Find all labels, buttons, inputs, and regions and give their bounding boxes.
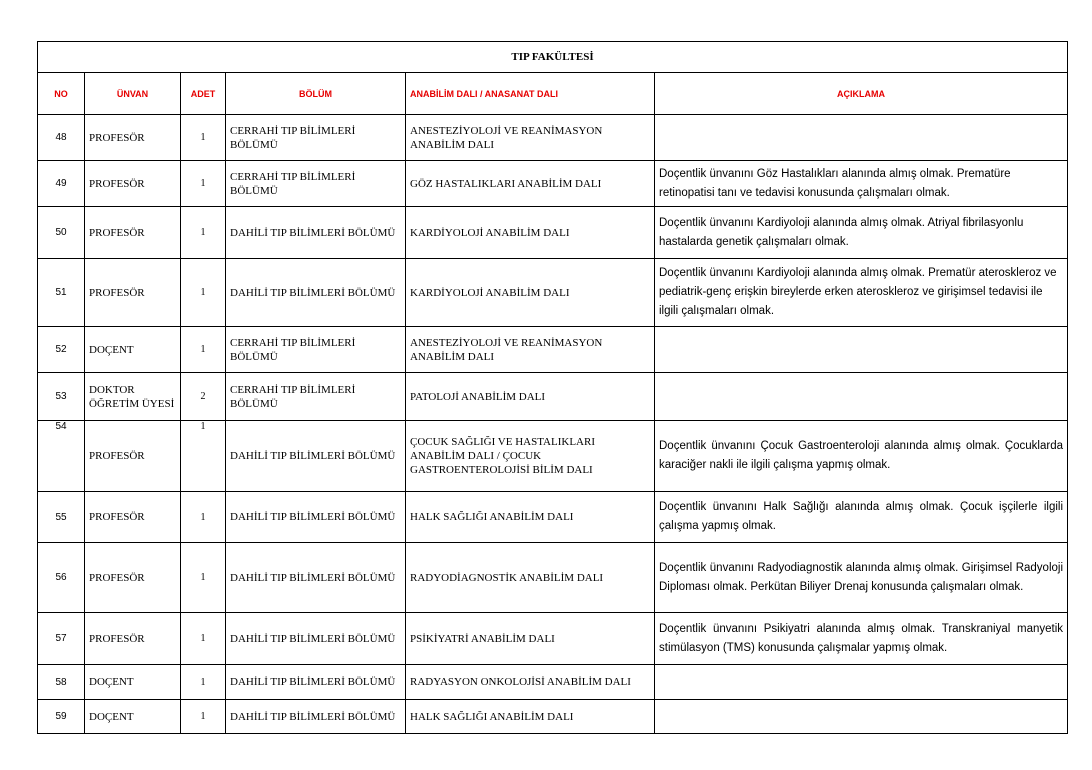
table-row [38, 543, 1068, 613]
row-unvan: PROFESÖR [85, 492, 181, 543]
table-row [38, 665, 1068, 700]
row-aciklama: Doçentlik ünvanını Kardiyoloji alanında almış olmak. Prematür ateroskleroz ve pediatrik-genç erişkin bireylerde erken ateroskleroz ve girişimsel tedavisi ile ilgili çalışmaları olmak. [655, 259, 1068, 327]
row-unvan: PROFESÖR [85, 543, 181, 613]
header-adet: ADET [181, 73, 226, 115]
row-unvan: PROFESÖR [85, 161, 181, 207]
row-no: 58 [38, 665, 85, 700]
row-bolum: DAHİLİ TIP BİLİMLERİ BÖLÜMÜ [226, 665, 406, 700]
row-unvan: PROFESÖR [85, 613, 181, 665]
row-anabilim: KARDİYOLOJİ ANABİLİM DALI [406, 207, 655, 259]
header-unvan: ÜNVAN [85, 73, 181, 115]
row-unvan: PROFESÖR [85, 115, 181, 161]
row-adet: 1 [181, 543, 226, 613]
row-adet: 1 [181, 421, 226, 492]
table-row [38, 700, 1068, 734]
row-adet: 1 [181, 700, 226, 734]
row-unvan: PROFESÖR [85, 259, 181, 327]
row-no: 57 [38, 613, 85, 665]
row-unvan: PROFESÖR [85, 421, 181, 492]
row-no: 53 [38, 373, 85, 421]
row-unvan: DOÇENT [85, 327, 181, 373]
row-aciklama: Doçentlik ünvanını Göz Hastalıkları alanında almış olmak. Prematüre retinopatisi tanı ve tedavisi konusunda çalışmaları olmak. [655, 161, 1068, 207]
row-no: 49 [38, 161, 85, 207]
table-row [38, 259, 1068, 327]
row-anabilim: ANESTEZİYOLOJİ VE REANİMASYON ANABİLİM DALI [406, 327, 655, 373]
row-unvan: PROFESÖR [85, 207, 181, 259]
row-no: 50 [38, 207, 85, 259]
row-anabilim: HALK SAĞLIĞI ANABİLİM DALI [406, 492, 655, 543]
row-aciklama: Doçentlik ünvanını Radyodiagnostik alanında almış olmak. Girişimsel Radyoloji Diploması olmak. Perkütan Biliyer Drenaj konusunda çalışmaları olmak. [655, 543, 1068, 613]
row-anabilim: PATOLOJİ ANABİLİM DALI [406, 373, 655, 421]
table-row [38, 115, 1068, 161]
row-anabilim: ÇOCUK SAĞLIĞI VE HASTALIKLARI ANABİLİM DALI / ÇOCUK GASTROENTEROLOJİSİ BİLİM DALI [406, 421, 655, 492]
row-anabilim: PSİKİYATRİ ANABİLİM DALI [406, 613, 655, 665]
table-body [38, 115, 1068, 734]
row-aciklama: Doçentlik ünvanını Psikiyatri alanında almış olmak. Transkraniyal manyetik stimülasyon (TMS) konusunda çalışmalar yapmış olmak. [655, 613, 1068, 665]
row-anabilim: GÖZ HASTALIKLARI ANABİLİM DALI [406, 161, 655, 207]
table-row [38, 161, 1068, 207]
row-bolum: DAHİLİ TIP BİLİMLERİ BÖLÜMÜ [226, 259, 406, 327]
table-title: TIP FAKÜLTESİ [38, 42, 1068, 73]
row-no: 56 [38, 543, 85, 613]
row-bolum: CERRAHİ TIP BİLİMLERİ BÖLÜMÜ [226, 327, 406, 373]
row-unvan: DOÇENT [85, 665, 181, 700]
header-row [38, 73, 1068, 115]
header-bolum: BÖLÜM [226, 73, 406, 115]
row-bolum: DAHİLİ TIP BİLİMLERİ BÖLÜMÜ [226, 207, 406, 259]
row-adet: 1 [181, 161, 226, 207]
row-aciklama [655, 373, 1068, 421]
row-bolum: DAHİLİ TIP BİLİMLERİ BÖLÜMÜ [226, 492, 406, 543]
row-no: 59 [38, 700, 85, 734]
table-row [38, 327, 1068, 373]
row-anabilim: RADYASYON ONKOLOJİSİ ANABİLİM DALI [406, 665, 655, 700]
row-adet: 2 [181, 373, 226, 421]
row-anabilim: KARDİYOLOJİ ANABİLİM DALI [406, 259, 655, 327]
header-aciklama: AÇIKLAMA [655, 73, 1068, 115]
row-adet: 1 [181, 613, 226, 665]
row-bolum: DAHİLİ TIP BİLİMLERİ BÖLÜMÜ [226, 700, 406, 734]
row-unvan: DOÇENT [85, 700, 181, 734]
row-no: 55 [38, 492, 85, 543]
row-adet: 1 [181, 259, 226, 327]
row-aciklama [655, 665, 1068, 700]
row-bolum: CERRAHİ TIP BİLİMLERİ BÖLÜMÜ [226, 161, 406, 207]
row-adet: 1 [181, 665, 226, 700]
row-no: 52 [38, 327, 85, 373]
row-adet: 1 [181, 327, 226, 373]
row-adet: 1 [181, 115, 226, 161]
faculty-staff-table [37, 41, 1068, 734]
row-no: 48 [38, 115, 85, 161]
row-adet: 1 [181, 492, 226, 543]
row-no: 54 [38, 421, 85, 492]
row-no: 51 [38, 259, 85, 327]
header-anabilim: ANABİLİM DALI / ANASANAT DALI [406, 73, 655, 115]
row-aciklama [655, 327, 1068, 373]
row-unvan: DOKTOR ÖĞRETİM ÜYESİ [85, 373, 181, 421]
row-bolum: DAHİLİ TIP BİLİMLERİ BÖLÜMÜ [226, 543, 406, 613]
row-aciklama: Doçentlik ünvanını Kardiyoloji alanında almış olmak. Atriyal fibrilasyonlu hastalarda genetik çalışmaları olmak. [655, 207, 1068, 259]
row-anabilim: HALK SAĞLIĞI ANABİLİM DALI [406, 700, 655, 734]
row-aciklama: Doçentlik ünvanını Halk Sağlığı alanında almış olmak. Çocuk işçilerle ilgili çalışma yapmış olmak. [655, 492, 1068, 543]
row-anabilim: RADYODİAGNOSTİK ANABİLİM DALI [406, 543, 655, 613]
row-bolum: DAHİLİ TIP BİLİMLERİ BÖLÜMÜ [226, 421, 406, 492]
row-bolum: CERRAHİ TIP BİLİMLERİ BÖLÜMÜ [226, 373, 406, 421]
header-no: NO [38, 73, 85, 115]
table-row [38, 421, 1068, 492]
table-row [38, 373, 1068, 421]
row-aciklama [655, 700, 1068, 734]
row-bolum: DAHİLİ TIP BİLİMLERİ BÖLÜMÜ [226, 613, 406, 665]
row-aciklama [655, 115, 1068, 161]
table-row [38, 613, 1068, 665]
table-row [38, 492, 1068, 543]
table-row [38, 207, 1068, 259]
row-aciklama: Doçentlik ünvanını Çocuk Gastroenteroloji alanında almış olmak. Çocuklarda karaciğer nakli ile ilgili çalışma yapmış olmak. [655, 421, 1068, 492]
row-bolum: CERRAHİ TIP BİLİMLERİ BÖLÜMÜ [226, 115, 406, 161]
row-adet: 1 [181, 207, 226, 259]
row-anabilim: ANESTEZİYOLOJİ VE REANİMASYON ANABİLİM DALI [406, 115, 655, 161]
